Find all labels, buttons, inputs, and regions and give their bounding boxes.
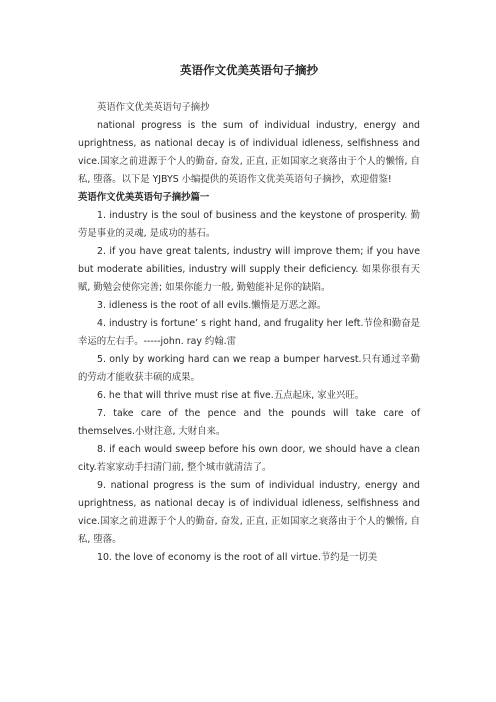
list-item: 9. national progress is the sum of individual industry, energy and uprightness, as national decay is of individual idleness, selfishness and vice.国家之前进源于个人的勤奋, 奋发, 正直, 正如国家之衰落由于个人的懒惰, 自私, 堕落。: [78, 480, 420, 545]
section-heading: 英语作文优美英语句子摘抄篇一: [78, 192, 210, 203]
document-title: 英语作文优美英语句子摘抄: [180, 63, 318, 77]
list-item: 8. if each would sweep before his own door, we should have a clean city.若家家动手扫清门前, 整个城市就清洁了。: [78, 444, 420, 473]
list-item: 5. only by working hard can we reap a bumper harvest.只有通过辛勤的劳动才能收获丰硕的成果。: [78, 354, 420, 383]
list-item: 3. idleness is the root of all evils.懒惰是万恶之源。: [97, 300, 327, 311]
list-item: 7. take care of the pence and the pounds will take care of themselves.小财注意, 大财自来。: [78, 408, 420, 437]
list-item: 1. industry is the soul of business and the keystone of prosperity. 勤劳是事业的灵魂, 是成功的基石。: [78, 210, 420, 239]
intro-paragraph: national progress is the sum of individual industry, energy and uprightness, as national decay is of individual idleness, selfishness and vice.国家之前进源于个人的勤奋, 奋发, 正直, 正如国家之衰落由于个人的懒惰, 自私, 堕落。以下是 YJBYS 小编提供的英语作文优美英语句子摘抄，欢迎借鉴!: [78, 120, 420, 185]
list-item: 4. industry is fortune’ s right hand, and frugality her left.节俭和勤奋是幸运的左右手。-----john. ray 约翰.雷: [78, 318, 420, 347]
intro-label: 英语作文优美英语句子摘抄: [97, 102, 210, 113]
list-item: 6. he that will thrive must rise at five.五点起床, 家业兴旺。: [97, 390, 365, 401]
list-item: 2. if you have great talents, industry will improve them; if you have but moderate abilities, industry will supply their deficiency. 如果你很有天赋, 勤勉会使你完善; 如果你能力一般, 勤勉能补足你的缺陷。: [78, 246, 420, 293]
list-item: 10. the love of economy is the root of all virtue.节约是一切美: [97, 552, 378, 563]
